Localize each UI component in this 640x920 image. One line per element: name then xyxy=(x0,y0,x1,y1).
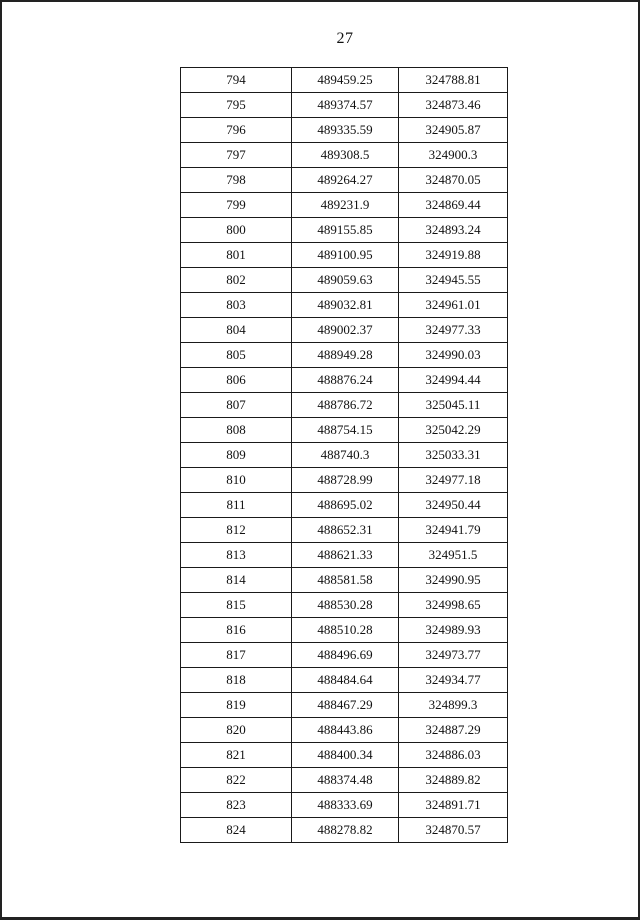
x-coordinate-cell: 488484.64 xyxy=(292,668,399,693)
point-number-cell: 805 xyxy=(181,343,292,368)
y-coordinate-cell: 324891.71 xyxy=(399,793,508,818)
x-coordinate-cell: 488949.28 xyxy=(292,343,399,368)
table-row xyxy=(181,143,508,168)
table-row xyxy=(181,743,508,768)
x-coordinate-cell: 488786.72 xyxy=(292,393,399,418)
point-number-cell: 815 xyxy=(181,593,292,618)
page-edge-left xyxy=(0,0,2,920)
x-coordinate-cell: 488496.69 xyxy=(292,643,399,668)
y-coordinate-cell: 324945.55 xyxy=(399,268,508,293)
y-coordinate-cell: 324990.95 xyxy=(399,568,508,593)
table-row xyxy=(181,543,508,568)
y-coordinate-cell: 324977.33 xyxy=(399,318,508,343)
table-row xyxy=(181,468,508,493)
point-number-cell: 808 xyxy=(181,418,292,443)
x-coordinate-cell: 489335.59 xyxy=(292,118,399,143)
x-coordinate-cell: 489059.63 xyxy=(292,268,399,293)
table-row xyxy=(181,93,508,118)
x-coordinate-cell: 489155.85 xyxy=(292,218,399,243)
x-coordinate-cell: 489002.37 xyxy=(292,318,399,343)
y-coordinate-cell: 325033.31 xyxy=(399,443,508,468)
table-row xyxy=(181,593,508,618)
coordinates-table-body xyxy=(181,68,508,843)
y-coordinate-cell: 324994.44 xyxy=(399,368,508,393)
table-row xyxy=(181,118,508,143)
point-number-cell: 797 xyxy=(181,143,292,168)
point-number-cell: 794 xyxy=(181,68,292,93)
y-coordinate-cell: 324870.57 xyxy=(399,818,508,843)
y-coordinate-cell: 324990.03 xyxy=(399,343,508,368)
x-coordinate-cell: 488876.24 xyxy=(292,368,399,393)
point-number-cell: 824 xyxy=(181,818,292,843)
x-coordinate-cell: 489459.25 xyxy=(292,68,399,93)
table-row xyxy=(181,668,508,693)
point-number-cell: 803 xyxy=(181,293,292,318)
point-number-cell: 820 xyxy=(181,718,292,743)
x-coordinate-cell: 488695.02 xyxy=(292,493,399,518)
table-row xyxy=(181,693,508,718)
table-row xyxy=(181,243,508,268)
point-number-cell: 795 xyxy=(181,93,292,118)
point-number-cell: 819 xyxy=(181,693,292,718)
x-coordinate-cell: 488621.33 xyxy=(292,543,399,568)
x-coordinate-cell: 489100.95 xyxy=(292,243,399,268)
table-row xyxy=(181,718,508,743)
page-number: 27 xyxy=(336,30,354,47)
point-number-cell: 813 xyxy=(181,543,292,568)
table-row xyxy=(181,818,508,843)
point-number-cell: 812 xyxy=(181,518,292,543)
y-coordinate-cell: 325045.11 xyxy=(399,393,508,418)
x-coordinate-cell: 488728.99 xyxy=(292,468,399,493)
point-number-cell: 806 xyxy=(181,368,292,393)
table-row xyxy=(181,368,508,393)
x-coordinate-cell: 488333.69 xyxy=(292,793,399,818)
table-row xyxy=(181,393,508,418)
x-coordinate-cell: 488467.29 xyxy=(292,693,399,718)
point-number-cell: 823 xyxy=(181,793,292,818)
y-coordinate-cell: 324788.81 xyxy=(399,68,508,93)
x-coordinate-cell: 489032.81 xyxy=(292,293,399,318)
point-number-cell: 796 xyxy=(181,118,292,143)
y-coordinate-cell: 324873.46 xyxy=(399,93,508,118)
x-coordinate-cell: 488374.48 xyxy=(292,768,399,793)
point-number-cell: 799 xyxy=(181,193,292,218)
x-coordinate-cell: 488530.28 xyxy=(292,593,399,618)
y-coordinate-cell: 324870.05 xyxy=(399,168,508,193)
point-number-cell: 822 xyxy=(181,768,292,793)
y-coordinate-cell: 324950.44 xyxy=(399,493,508,518)
point-number-cell: 811 xyxy=(181,493,292,518)
point-number-cell: 801 xyxy=(181,243,292,268)
y-coordinate-cell: 324893.24 xyxy=(399,218,508,243)
x-coordinate-cell: 488754.15 xyxy=(292,418,399,443)
table-row xyxy=(181,293,508,318)
table-row xyxy=(181,318,508,343)
point-number-cell: 810 xyxy=(181,468,292,493)
table-row xyxy=(181,418,508,443)
x-coordinate-cell: 489374.57 xyxy=(292,93,399,118)
table-row xyxy=(181,218,508,243)
x-coordinate-cell: 488510.28 xyxy=(292,618,399,643)
y-coordinate-cell: 324998.65 xyxy=(399,593,508,618)
table-row xyxy=(181,443,508,468)
y-coordinate-cell: 324919.88 xyxy=(399,243,508,268)
x-coordinate-cell: 489231.9 xyxy=(292,193,399,218)
x-coordinate-cell: 489308.5 xyxy=(292,143,399,168)
table-row xyxy=(181,518,508,543)
table-row xyxy=(181,68,508,93)
y-coordinate-cell: 324887.29 xyxy=(399,718,508,743)
y-coordinate-cell: 324961.01 xyxy=(399,293,508,318)
table-row xyxy=(181,168,508,193)
point-number-cell: 798 xyxy=(181,168,292,193)
point-number-cell: 821 xyxy=(181,743,292,768)
x-coordinate-cell: 488443.86 xyxy=(292,718,399,743)
table-row xyxy=(181,493,508,518)
point-number-cell: 804 xyxy=(181,318,292,343)
x-coordinate-cell: 489264.27 xyxy=(292,168,399,193)
point-number-cell: 818 xyxy=(181,668,292,693)
y-coordinate-cell: 324941.79 xyxy=(399,518,508,543)
table-row xyxy=(181,768,508,793)
y-coordinate-cell: 324905.87 xyxy=(399,118,508,143)
y-coordinate-cell: 325042.29 xyxy=(399,418,508,443)
x-coordinate-cell: 488740.3 xyxy=(292,443,399,468)
y-coordinate-cell: 324973.77 xyxy=(399,643,508,668)
table-row xyxy=(181,193,508,218)
table-row xyxy=(181,793,508,818)
coordinates-table xyxy=(180,67,508,843)
table-row xyxy=(181,268,508,293)
table-row xyxy=(181,343,508,368)
y-coordinate-cell: 324934.77 xyxy=(399,668,508,693)
table-row xyxy=(181,618,508,643)
x-coordinate-cell: 488400.34 xyxy=(292,743,399,768)
point-number-cell: 814 xyxy=(181,568,292,593)
point-number-cell: 807 xyxy=(181,393,292,418)
y-coordinate-cell: 324889.82 xyxy=(399,768,508,793)
y-coordinate-cell: 324886.03 xyxy=(399,743,508,768)
point-number-cell: 816 xyxy=(181,618,292,643)
point-number-cell: 800 xyxy=(181,218,292,243)
y-coordinate-cell: 324977.18 xyxy=(399,468,508,493)
point-number-cell: 817 xyxy=(181,643,292,668)
table-row xyxy=(181,568,508,593)
x-coordinate-cell: 488278.82 xyxy=(292,818,399,843)
y-coordinate-cell: 324989.93 xyxy=(399,618,508,643)
x-coordinate-cell: 488581.58 xyxy=(292,568,399,593)
page-edge-top xyxy=(0,0,640,2)
y-coordinate-cell: 324951.5 xyxy=(399,543,508,568)
y-coordinate-cell: 324899.3 xyxy=(399,693,508,718)
y-coordinate-cell: 324869.44 xyxy=(399,193,508,218)
point-number-cell: 802 xyxy=(181,268,292,293)
x-coordinate-cell: 488652.31 xyxy=(292,518,399,543)
y-coordinate-cell: 324900.3 xyxy=(399,143,508,168)
table-row xyxy=(181,643,508,668)
point-number-cell: 809 xyxy=(181,443,292,468)
